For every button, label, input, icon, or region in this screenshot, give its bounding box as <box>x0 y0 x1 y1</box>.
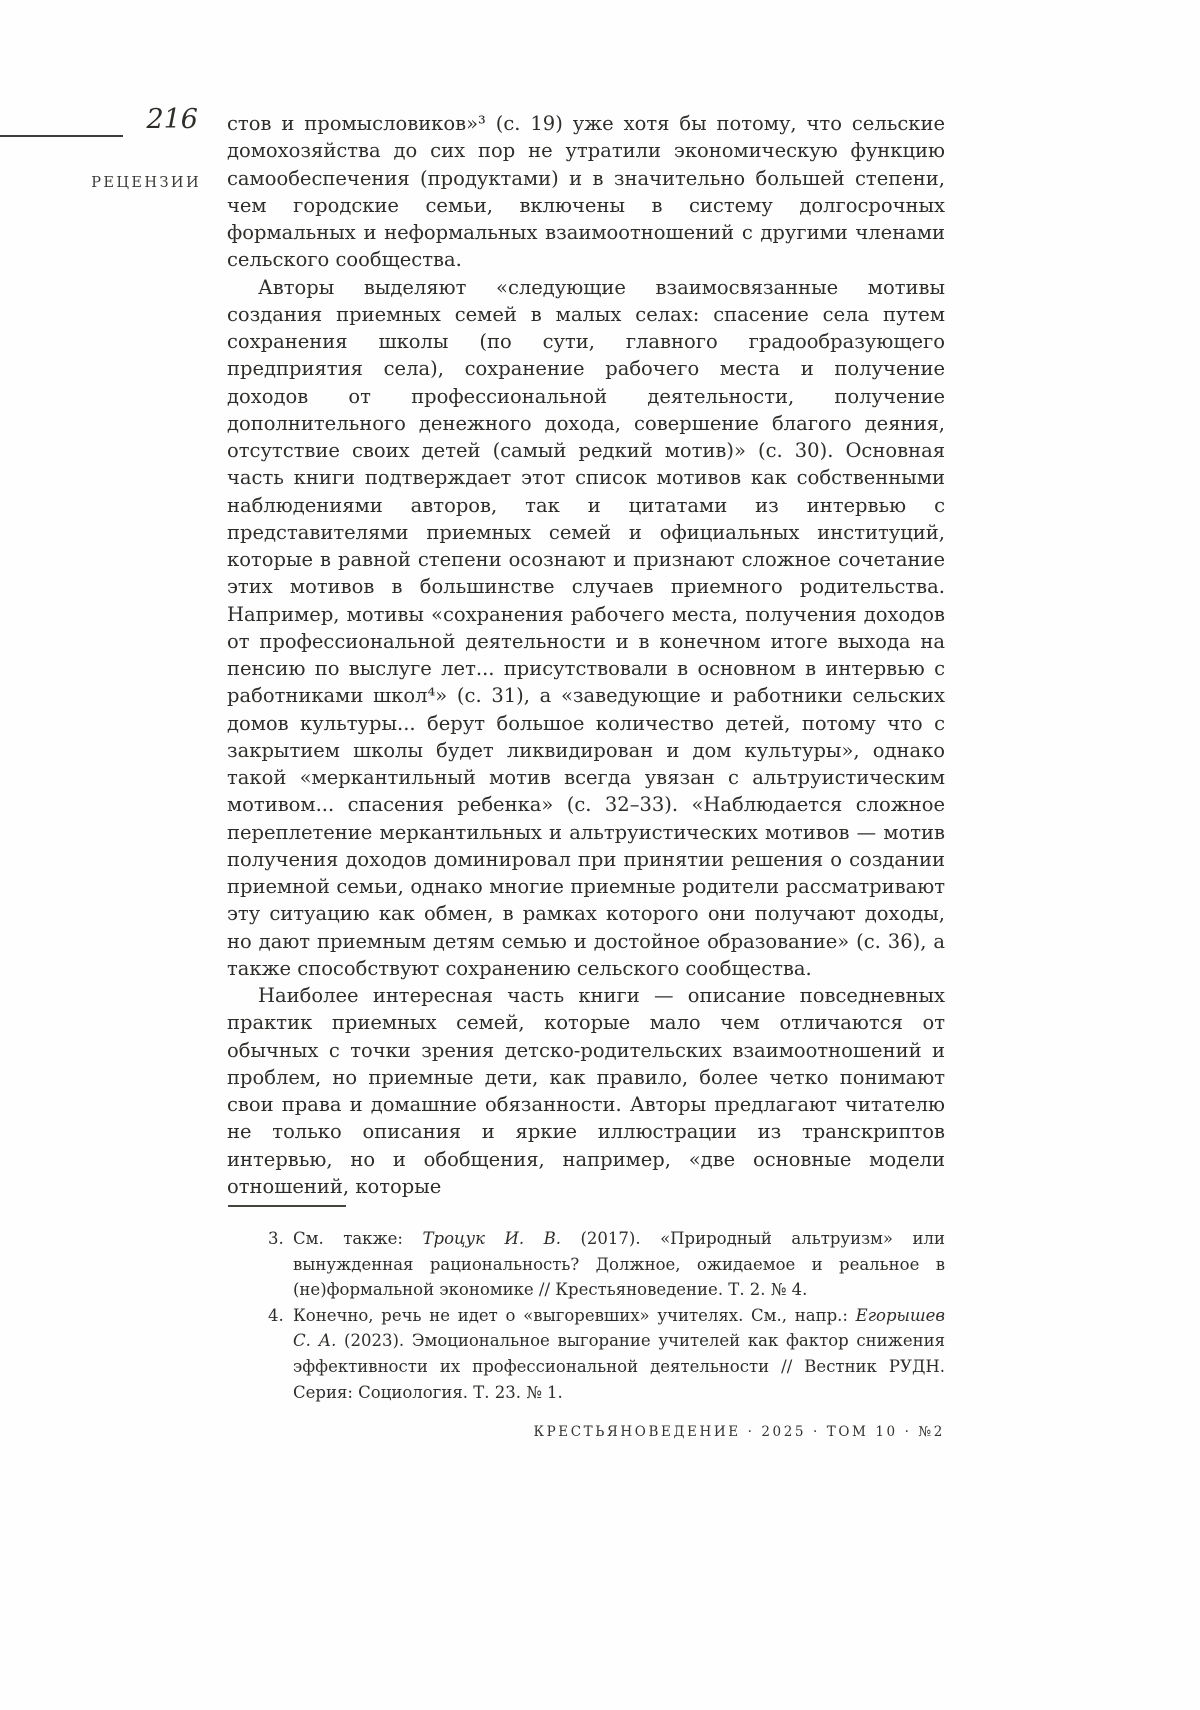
body-paragraph: Наиболее интересная часть книги — описание повседневных практик приемных семей, которые мало чем отличаются от обычных с точки зрения детско-родительских взаимоотношений и проблем, но приемные дети, как правило, более четко понимают свои права и домашние обязанности. Авторы предлагают читателю не только описания и яркие иллюстрации из транскриптов интервью, но и обобщения, например, «две основные модели отношений, которые <box>227 984 945 1198</box>
section-label: РЕЦЕНЗИИ <box>91 175 201 191</box>
body-paragraph: стов и промысловиков»³ (с. 19) уже хотя бы потому, что сельские домохозяйства до сих пор не утратили экономическую функцию самообеспечения (продуктами) и в значительно большей степени, чем городские семьи, включены в систему долгосрочных формальных и неформальных взаимоотношений с другими членами сельского сообщества. <box>227 112 945 272</box>
footnote-separator-rule <box>228 1205 346 1207</box>
footnote-text-after: (2023). Эмоциональное выгорание учителей как фактор снижения эффективности их профессиональной деятельности // Вестник РУДН. Серия: Социология. Т. 23. № 1. <box>293 1331 945 1402</box>
footnote-text-before: См. также: <box>293 1229 423 1248</box>
footnote-text-before: Конечно, речь не идет о «выгоревших» учителях. См., напр.: <box>293 1305 856 1325</box>
footnote <box>227 1226 945 1303</box>
body-paragraph: Авторы выделяют «следующие взаимосвязанные мотивы создания приемных семей в малых селах: спасение села путем сохранения школы (по сути, главного градообразующего предприятия села), сохранение рабочего места и получение доходов от профессиональной деятельности, получение дополнительного денежного дохода, совершение благого деяния, отсутствие своих детей (самый редкий мотив)» (с. 30). Основная часть книги подтверждает этот список мотивов как собственными наблюдениями авторов, так и цитатами из интервью с представителями приемных семей и официальных институций, которые в равной степени осознают и признают сложное сочетание этих мотивов в большинстве случаев приемного родительства. Например, мотивы «сохранения рабочего места, получения доходов от профессиональной деятельности и в конечном итоге выхода на пенсию по выслуге лет... присутствовали в основном в интервью с работниками школ⁴» (с. 31), а «заведующие и работники сельских домов культуры... берут большое количество детей, потому что с закрытием школы будет ликвидирован и дом культуры», однако такой «меркантильный мотив всегда увязан с альтруистическим мотивом... спасения ребенка» (с. 32–33). «Наблюдается сложное переплетение меркантильных и альтруистических мотивов — мотив получения доходов доминировал при принятии решения о создании приемной семьи, однако многие приемные родители рассматривают эту ситуацию как обмен, в рамках которого они получают доходы, но дают приемным детям семью и достойное образование» (с. 36), а также способствуют сохранению сельского сообщества. <box>227 275 945 980</box>
footnote-text-after: (2017). «Природный альтруизм» или вынужденная рациональность? Должное, ожидаемое и реальное в (не)формальной экономике // Крестьяноведение. Т. 2. № 4. <box>293 1229 945 1300</box>
footnote-text <box>293 1226 945 1303</box>
footnote-number: 4. <box>268 1305 284 1325</box>
footnote-author-italic: Егорышев С. А. <box>293 1305 945 1351</box>
footnote-text <box>293 1303 945 1405</box>
body-text-column <box>227 110 945 1200</box>
footnote-number: 3. <box>268 1229 284 1248</box>
footnotes-block <box>227 1226 945 1405</box>
page-number: 216 <box>146 104 198 135</box>
footnote-author-italic: Троцук И. В. <box>422 1229 561 1248</box>
footnote <box>227 1303 945 1405</box>
journal-footer: КРЕСТЬЯНОВЕДЕНИЕ · 2025 · ТОМ 10 · №2 <box>533 1424 945 1440</box>
